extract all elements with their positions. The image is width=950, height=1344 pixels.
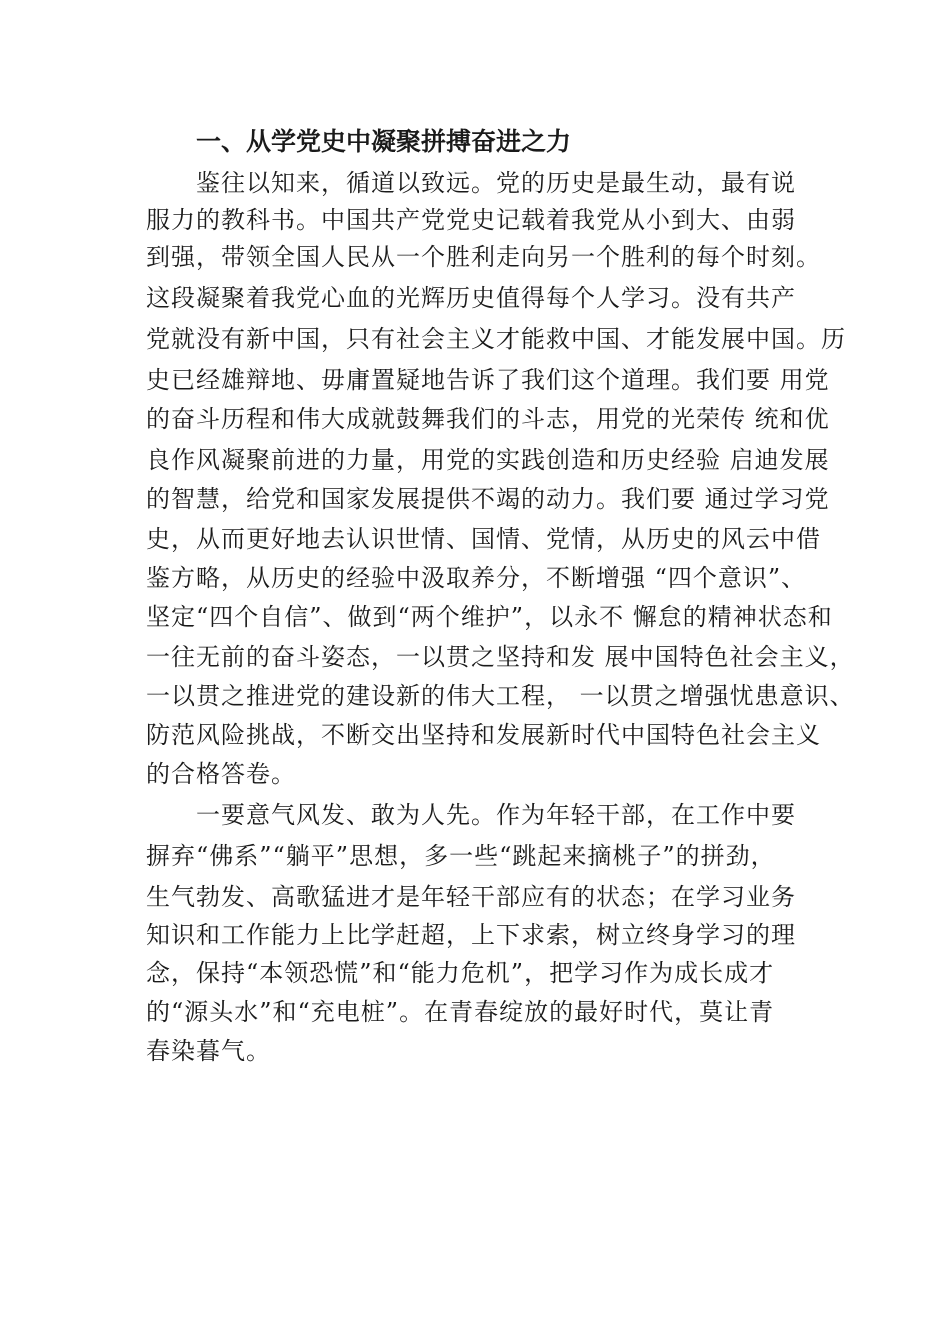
paragraph-line: 一要意气风发、敢为人先。作为年轻干部，在工作中要	[196, 801, 796, 829]
paragraph-line: 的智慧，给党和国家发展提供不竭的动力。我们要 通过学习党	[146, 485, 830, 513]
paragraph-line: 一以贯之推进党的建设新的伟大工程， 一以贯之增强忧患意识、	[146, 682, 855, 710]
paragraph-line: 服力的教科书。中国共产党党史记载着我党从小到大、由弱	[146, 206, 796, 234]
paragraph-line: 的合格答卷。	[146, 760, 296, 788]
paragraph-line: 的奋斗历程和伟大成就鼓舞我们的斗志，用党的光荣传 统和优	[146, 405, 830, 433]
paragraph-line: 的“源头水”和“充电桩”。在青春绽放的最好时代，莫让青	[146, 998, 775, 1026]
paragraph-line: 史已经雄辩地、毋庸置疑地告诉了我们这个道理。我们要 用党	[146, 366, 830, 394]
paragraph-line: 鉴方略，从历史的经验中汲取养分，不断增强 “四个意识”、	[146, 564, 807, 592]
paragraph-line: 这段凝聚着我党心血的光辉历史值得每个人学习。没有共产	[146, 284, 796, 312]
paragraph-line: 史，从而更好地去认识世情、国情、党情，从历史的风云中借	[146, 525, 821, 553]
paragraph-line: 防范风险挑战，不断交出坚持和发展新时代中国特色社会主义	[146, 721, 821, 749]
paragraph-line: 念，保持“本领恐慌”和“能力危机”，把学习作为成长成才	[146, 959, 775, 987]
paragraph-line: 春染暮气。	[146, 1037, 271, 1065]
paragraph-line: 党就没有新中国，只有社会主义才能救中国、才能发展中国。历	[146, 325, 846, 353]
paragraph-line: 生气勃发、高歌猛进才是年轻干部应有的状态；在学习业务	[146, 883, 796, 911]
paragraph-line: 摒弃“佛系”“躺平”思想，多一些“跳起来摘桃子”的拼劲，	[146, 842, 776, 870]
section-heading: 一、从学党史中凝聚拼搏奋进之力	[196, 127, 572, 156]
paragraph-line: 鉴往以知来，循道以致远。党的历史是最生动，最有说	[196, 169, 796, 197]
paragraph-line: 坚定“四个自信”、做到“两个维护”，以永不 懈怠的精神状态和	[146, 603, 833, 631]
paragraph-line: 到强，带领全国人民从一个胜利走向另一个胜利的每个时刻。	[146, 243, 821, 271]
paragraph-line: 良作风凝聚前进的力量，用党的实践创造和历史经验 启迪发展	[146, 446, 830, 474]
paragraph-line: 知识和工作能力上比学赶超，上下求索，树立终身学习的理	[146, 921, 796, 949]
paragraph-line: 一往无前的奋斗姿态，一以贯之坚持和发 展中国特色社会主义，	[146, 643, 855, 671]
